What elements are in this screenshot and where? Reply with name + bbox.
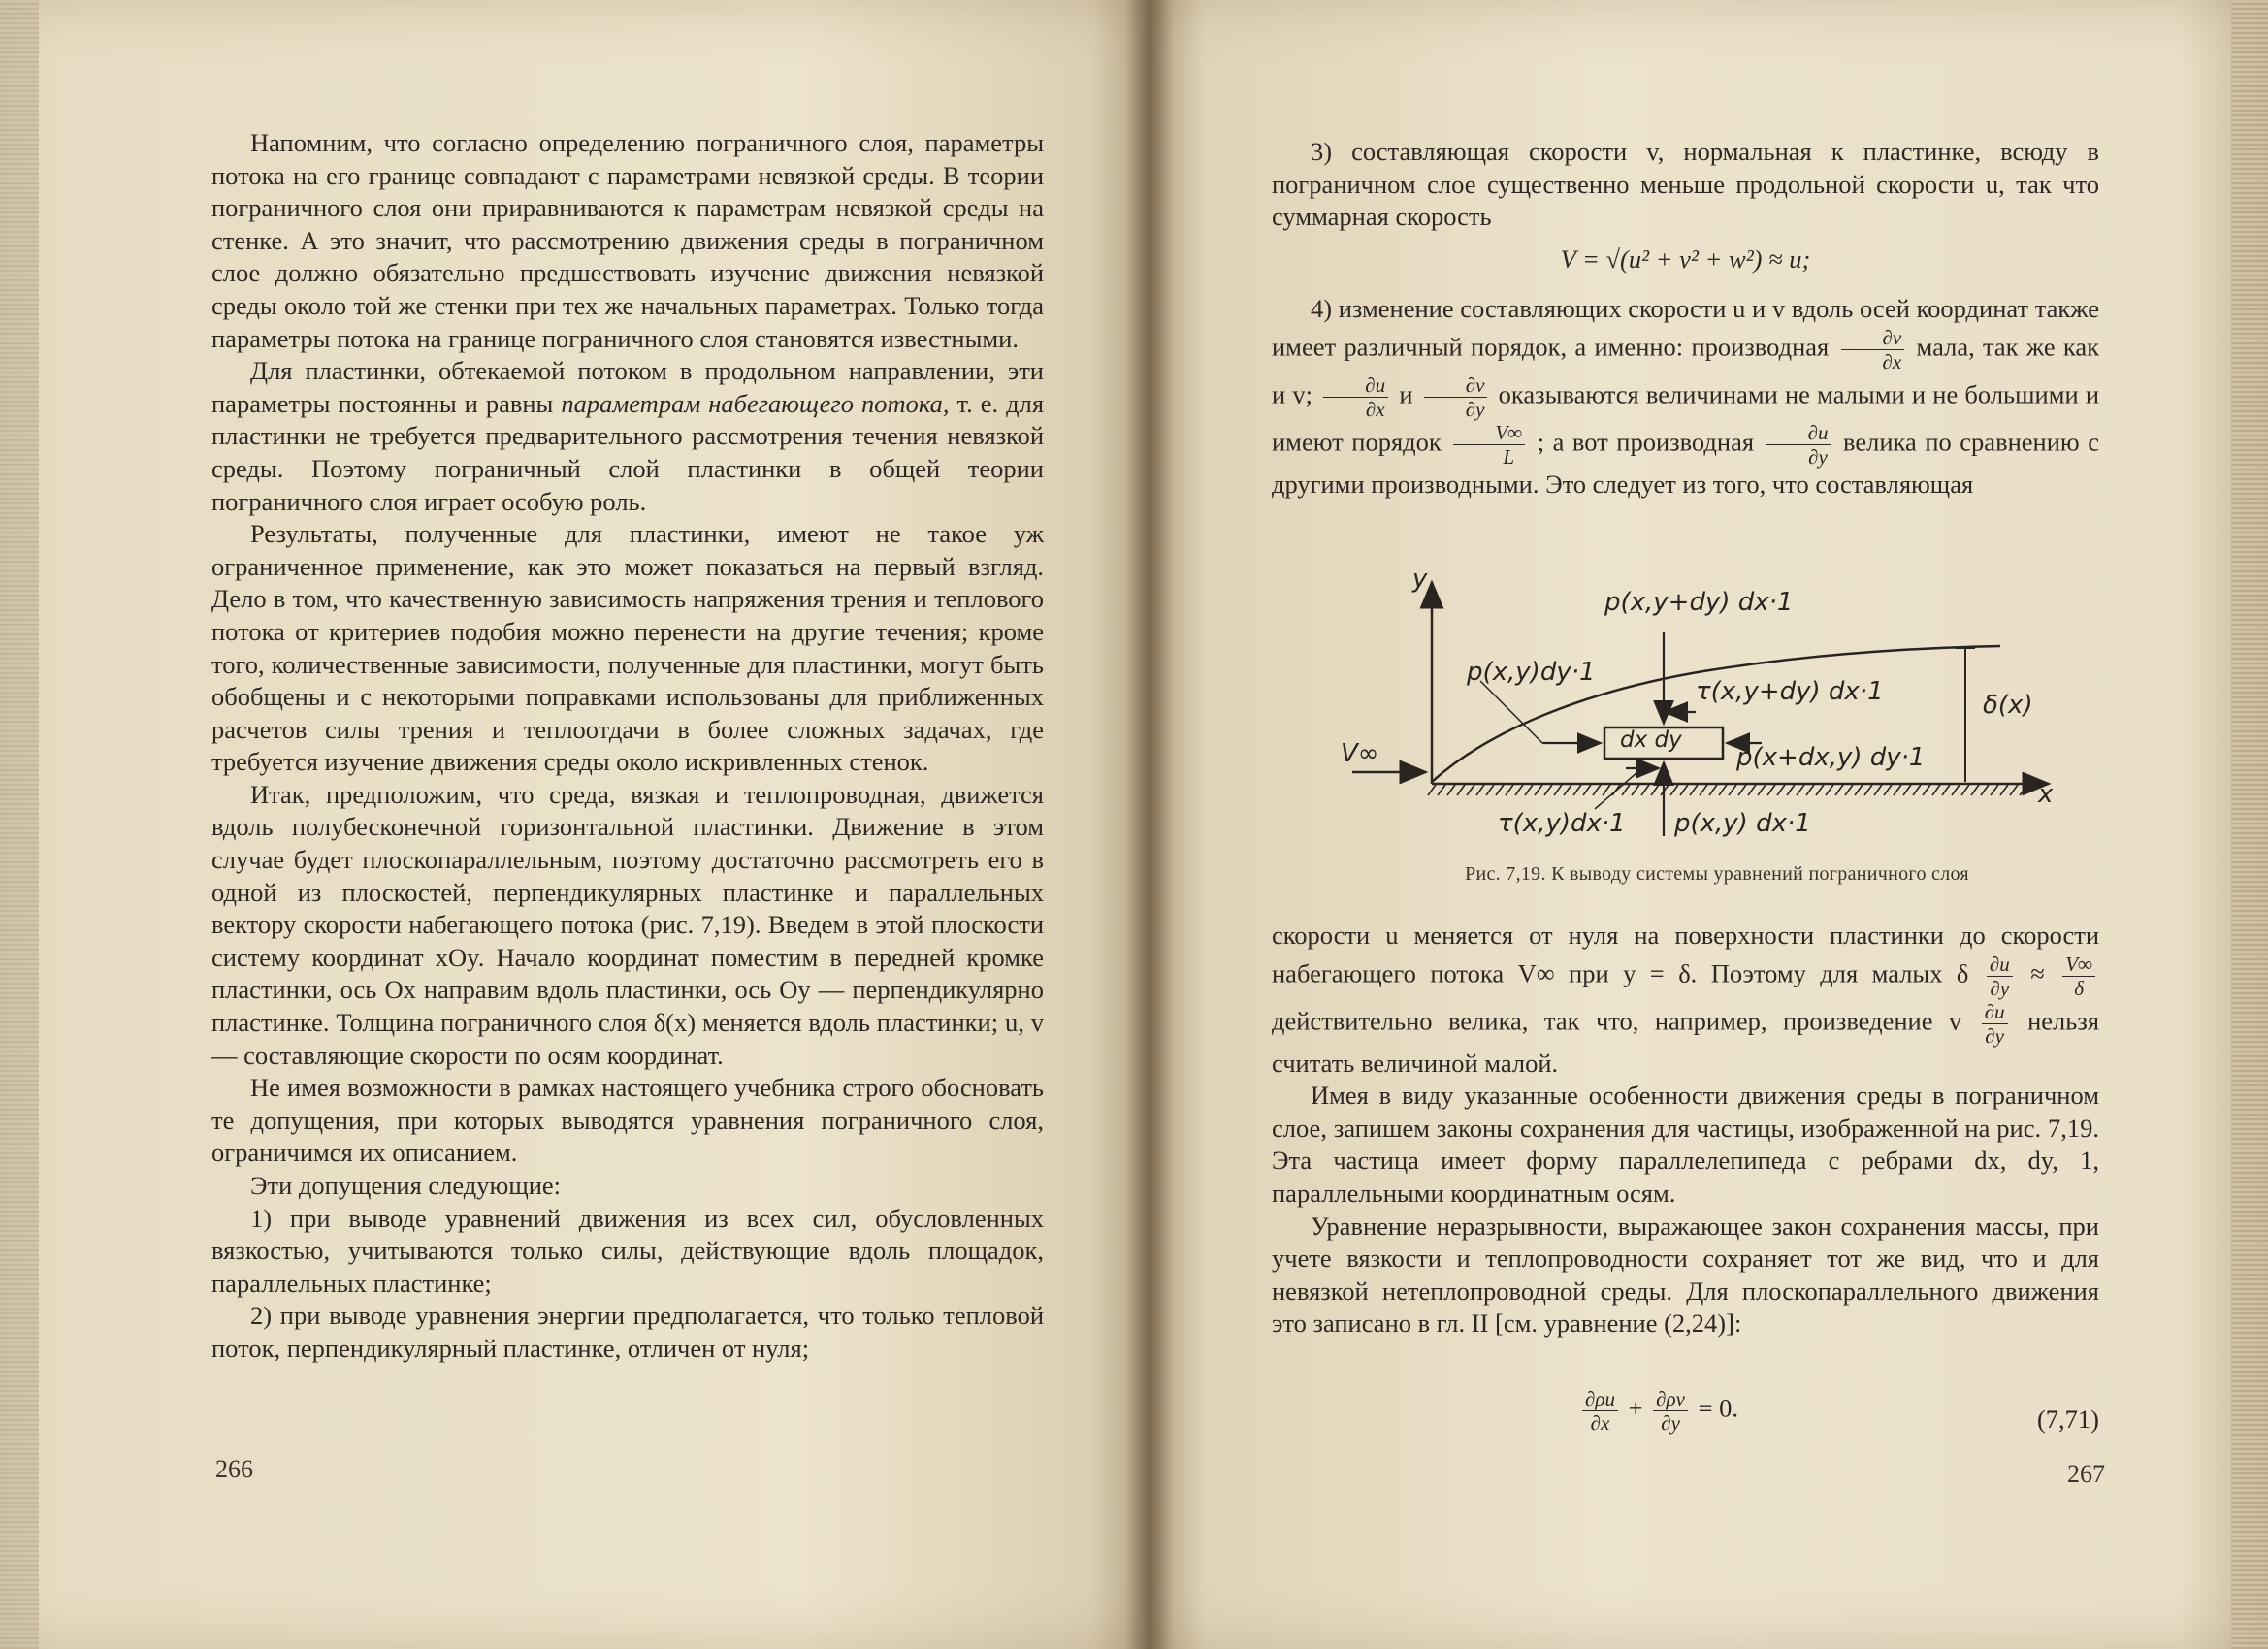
- numerator: ∂u: [1982, 1000, 2008, 1024]
- paragraph: 3) составляющая скорости v, нормальная к пластинке, всюду в пограничном слое существенно меньше продольной скорости u, так что суммарная скорость: [1272, 137, 2099, 232]
- y-axis-label: y: [1412, 565, 1428, 594]
- paragraph: 1) при выводе уравнений движения из всех сил, обусловленных вязкостью, учитываются только силы, действующие вдоль площадок, параллельных пластинке;: [211, 1203, 1044, 1298]
- numerator: ∂u: [1766, 421, 1831, 445]
- paragraph: Эти допущения следующие:: [250, 1171, 562, 1200]
- fraction: [1582, 1387, 1618, 1435]
- fraction: [2062, 953, 2095, 1000]
- shear-bottom-label: τ(x,y)dx·1: [1498, 809, 1626, 838]
- text-span: Для пластинки, обтекаемой потоком в продольном направлении, эти параметры постоянны и равны: [211, 356, 1044, 418]
- left-page-text: [211, 127, 1044, 1366]
- paragraph: Уравнение неразрывности, выражающее закон сохранения массы, при учете вязкости и теплопроводности сохраняет тот же вид, что и для невязкой нетеплопроводной среды. Для плоскопараллельного движения это записано в гл. II [см. уравнение (2,24)]:: [1272, 1211, 2099, 1339]
- pressure-top-label: p(x,y+dy) dx·1: [1604, 588, 1794, 617]
- denominator: ∂y: [1808, 444, 1828, 469]
- emphasis-text: параметрам набегающего потока,: [561, 388, 950, 418]
- figure-7-19: [1335, 565, 2072, 854]
- figure-caption: Рис. 7,19. К выводу системы уравнений пограничного слоя: [1465, 863, 1969, 885]
- text-span: и: [1399, 379, 1413, 409]
- plus-sign: +: [1628, 1393, 1643, 1423]
- paragraph: [211, 355, 1044, 518]
- fraction: [1453, 421, 1525, 469]
- numerator: V∞: [2062, 953, 2095, 977]
- page-number-right: 267: [2067, 1460, 2105, 1488]
- pressure-right-label: p(x+dx,y) dy·1: [1736, 743, 1926, 772]
- numerator: ∂u: [1987, 953, 2013, 977]
- equation-body: [1578, 1387, 1738, 1435]
- velocity-formula: V = √(u² + v² + w²) ≈ u;: [1560, 243, 1811, 274]
- text-span: мала, так же как и v;: [1272, 332, 2099, 409]
- paragraph: Не имея возможности в рамках настоящего учебника строго обосновать те допущения, при которых выводятся уравнения пограничного слоя, ограничимся их описанием.: [211, 1073, 1044, 1168]
- fraction: [1766, 421, 1831, 469]
- numerator: ∂u: [1323, 373, 1388, 398]
- text-span: действительно велика, так что, например, произведение v: [1272, 1006, 1962, 1036]
- text-span: т. е. для пластинки не требуется предварительного рассмотрения течения невязкой среды. Поэтому пограничный слой пластинки в общей теории пограничного слоя играет особую роль.: [211, 388, 1045, 516]
- plate-hatching: [1428, 785, 2027, 795]
- shear-top-label: τ(x,y+dy) dx·1: [1696, 677, 1884, 706]
- denominator: ∂y: [1990, 976, 2010, 1000]
- text-span: 4) изменение составляющих скорости u и v вдоль осей координат также имеет различный порядок, а именно: производная: [1272, 294, 2099, 362]
- numerator: ∂v: [1841, 326, 1905, 350]
- text-span: скорости u меняется от нуля на поверхности пластинки до скорости набегающего потока V∞ при y = δ. Поэтому для малых δ: [1272, 921, 2099, 988]
- continuity-equation: [1272, 1387, 2099, 1445]
- pressure-left-label: p(x,y)dy·1: [1467, 658, 1596, 687]
- delta-label: δ(x): [1983, 691, 2033, 720]
- text-span: оказываются величинами не малыми и не большими и имеют порядок: [1272, 379, 2100, 457]
- text-span: ≈: [2030, 958, 2045, 988]
- text-span: нельзя считать величиной малой.: [1272, 1006, 2100, 1078]
- right-page-edge: [2231, 0, 2268, 1649]
- text-span: велика по сравнению с другими производными. Это следует из того, что составляющая: [1272, 427, 2099, 499]
- paragraph: Результаты, полученные для пластинки, имеют не такое уж ограниченное применение, как это может показаться на первый взгляд. Дело в том, что качественную зависимость напряжения трения и теплового потока от критериев подобия можно перенести на другие течения; кроме того, количественные зависимости, полученные для пластинки, могут быть обобщены и с некоторыми поправками использованы для приближенных расчетов силы трения и теплоотдачи в более сложных задачах, где требуется изучение движения среды около искривленных стенок.: [211, 519, 1044, 777]
- x-axis-label: x: [2038, 780, 2054, 809]
- equation-number: (7,71): [2036, 1405, 2099, 1434]
- fraction: [1987, 953, 2013, 1000]
- paragraph: Напомним, что согласно определению пограничного слоя, параметры потока на его границе совпадают с параметрами невязкой среды. В теории пограничного слоя они приравниваются к параметрам невязкой среды на стенке. А это значит, что рассмотрению движения среды в пограничном слое должно обязательно предшествовать изучение движения невязкой среды около той же стенки при тех же начальных параметрах. Только тогда параметры потока на границе пограничного слоя становятся известными.: [211, 128, 1044, 353]
- left-page-edge: [0, 0, 39, 1649]
- paragraph: Имея в виду указанные особенности движения среды в пограничном слое, запишем законы сохранения для частицы, изображенной на рис. 7,19. Эта частица имеет форму параллелепипеда с ребрами dx, dy, 1, параллельными координатным осям.: [1272, 1081, 2099, 1208]
- fraction: [1841, 326, 1905, 373]
- numerator: ∂ρv: [1653, 1387, 1688, 1411]
- denominator: ∂y: [1465, 397, 1485, 421]
- right-page-text-bottom: [1272, 920, 2099, 1341]
- denominator: ∂x: [1590, 1411, 1610, 1435]
- denominator: ∂x: [1882, 349, 1902, 373]
- denominator: ∂y: [1661, 1411, 1680, 1435]
- fraction: [1982, 1000, 2008, 1048]
- book-gutter: [1125, 0, 1174, 1649]
- free-stream-label: V∞: [1341, 739, 1379, 768]
- numerator: ∂ρu: [1582, 1387, 1618, 1411]
- fraction: [1424, 373, 1488, 421]
- denominator: δ: [2074, 976, 2084, 1000]
- pressure-bottom-label: p(x,y) dx·1: [1674, 809, 1811, 838]
- numerator: ∂v: [1424, 373, 1488, 398]
- fraction: [1323, 373, 1388, 421]
- denominator: ∂y: [1985, 1023, 2004, 1048]
- paragraph: [1272, 920, 2099, 1080]
- equation-rhs: = 0.: [1698, 1393, 1739, 1423]
- numerator: V∞: [1453, 421, 1525, 445]
- fraction: [1653, 1387, 1688, 1435]
- fluid-element-label: dx dy: [1620, 728, 1682, 753]
- paragraph: [1272, 293, 2099, 501]
- page-number-left: 266: [215, 1455, 253, 1483]
- text-span: ; а вот производная: [1537, 427, 1755, 457]
- paragraph: Итак, предположим, что среда, вязкая и теплопроводная, движется вдоль полубесконечной горизонтальной пластинки. Движение в этом случае будет плоскопараллельным, поэтому достаточно рассмотреть его в одной из плоскостей, перпендикулярных пластинке и параллельных вектору скорости набегающего потока (рис. 7,19). Введем в этой плоскости систему координат xOy. Начало координат поместим в передней кромке пластинки, ось Ox направим вдоль пластинки, ось Oy — перпендикулярно пластинке. Толщина пограничного слоя δ(x) меняется вдоль пластинки; u, v — составляющие скорости по осям координат.: [211, 779, 1044, 1070]
- denominator: ∂x: [1365, 397, 1385, 421]
- paragraph: 2) при выводе уравнения энергии предполагается, что только тепловой поток, перпендикулярный пластинке, отличен от нуля;: [211, 1301, 1044, 1363]
- denominator: L: [1503, 444, 1515, 469]
- right-page-text-top: [1272, 136, 2099, 501]
